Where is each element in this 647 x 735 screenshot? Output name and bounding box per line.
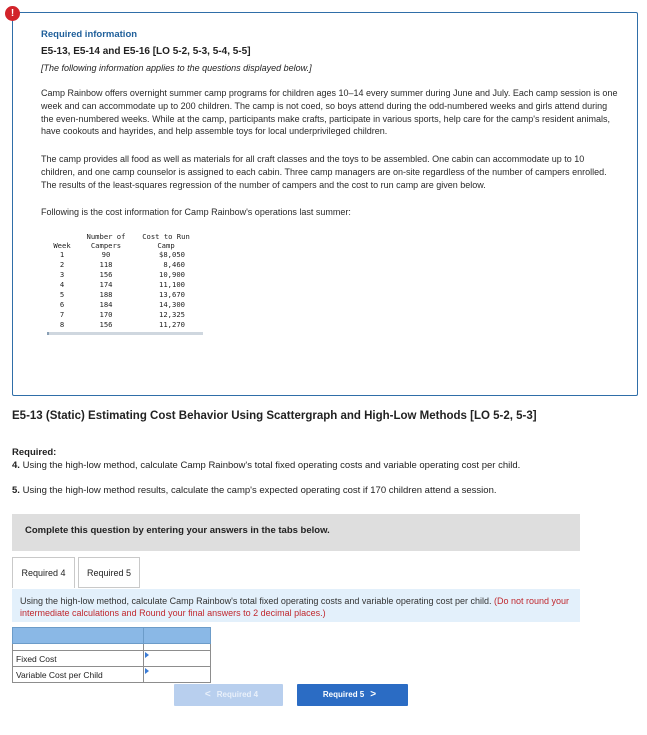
instruction-note: (Do not round your intermediate calculations and Round your final answers to 2 decimal places.) (20, 596, 570, 618)
input-marker-icon (145, 668, 149, 674)
table-row: 8 156 11,270 (59, 320, 185, 330)
fixed-cost-input[interactable] (150, 653, 208, 665)
alert-icon: ! (5, 6, 20, 21)
info-italic-note: [The following information applies to the questions displayed below.] (41, 63, 312, 73)
requirement-5: 5. Using the high-low method results, calculate the camp's expected operating cost if 170 children attend a session. (12, 485, 497, 496)
answer-row-variable-cost (13, 667, 211, 683)
requirement-tabs (12, 557, 143, 588)
answer-table-header (13, 628, 211, 644)
table-row: 4 174 11,100 (59, 280, 185, 290)
complete-question-banner: Complete this question by entering your answers in the tabs below. (12, 514, 580, 551)
info-paragraph-3: Following is the cost information for Camp Rainbow's operations last summer: (41, 206, 351, 217)
info-subtitle: E5-13, E5-14 and E5-16 [LO 5-2, 5-3, 5-4, 5-5] (41, 46, 251, 57)
required-label: Required: (12, 447, 57, 458)
answer-row-fixed-cost (13, 651, 211, 667)
header-week: Week (53, 241, 71, 251)
header-cost: Cost to Run Camp (142, 232, 190, 251)
info-paragraph-2: The camp provides all food as well as materials for all craft classes and the toys to be assembled. One cabin can accommodate up to 10 children, and one camp counselor is assigned to each cabin. Three camp managers are on-site regardless of the number of campers enrolled. The results of the least-squares regression of the number of campers and the cost to run camp are given below. (41, 154, 607, 190)
tab-required-4[interactable]: Required 4 (12, 557, 75, 588)
instruction-panel (12, 589, 580, 622)
tab-required-5[interactable]: Required 5 (78, 557, 140, 588)
fixed-cost-label: Fixed Cost (13, 651, 144, 667)
variable-cost-input[interactable] (150, 669, 208, 681)
answer-table (12, 627, 211, 683)
table-row: 3 156 10,900 (59, 270, 185, 280)
chevron-left-icon: < (204, 689, 211, 700)
chevron-right-icon: > (370, 689, 377, 700)
question-title: E5-13 (Static) Estimating Cost Behavior Using Scattergraph and High-Low Methods [LO 5-2, 5-3] (12, 410, 537, 422)
table-row: 2 118 8,460 (59, 260, 185, 270)
table-scrollbar[interactable] (47, 332, 203, 335)
table-row: 7 170 12,325 (59, 310, 185, 320)
table-row: 5 188 13,670 (59, 290, 185, 300)
input-marker-icon (145, 652, 149, 658)
table-row: 1 90 $8,050 (59, 250, 185, 260)
header-campers: Number of Campers (86, 232, 126, 251)
instruction-text: Using the high-low method, calculate Camp Rainbow's total fixed operating costs and variable operating cost per child. (20, 596, 492, 606)
required-information-box (12, 12, 638, 396)
requirement-4: 4. Using the high-low method, calculate Camp Rainbow's total fixed operating costs and variable operating cost per child. (12, 460, 521, 471)
info-paragraph-1: Camp Rainbow offers overnight summer camp programs for children ages 10–14 every summer during June and July. Each camp session is one week and can accommodate up to 200 children. The camp is not coed, so boys attend during the odd-numbered weeks and girls attend during the even-numbered weeks. While at the camp, participants make crafts, participate in various sports, help care for the camp's resident animals, have cookouts and hayrides, and help assemble toys for local underprivileged children. (41, 88, 618, 137)
cost-data-table (47, 232, 197, 330)
info-title: Required information (41, 29, 138, 40)
variable-cost-label: Variable Cost per Child (13, 667, 144, 683)
prev-required-4-button[interactable]: < Required 4 (174, 684, 283, 706)
next-required-5-button[interactable]: Required 5 > (297, 684, 408, 706)
table-row: 6 184 14,300 (59, 300, 185, 310)
